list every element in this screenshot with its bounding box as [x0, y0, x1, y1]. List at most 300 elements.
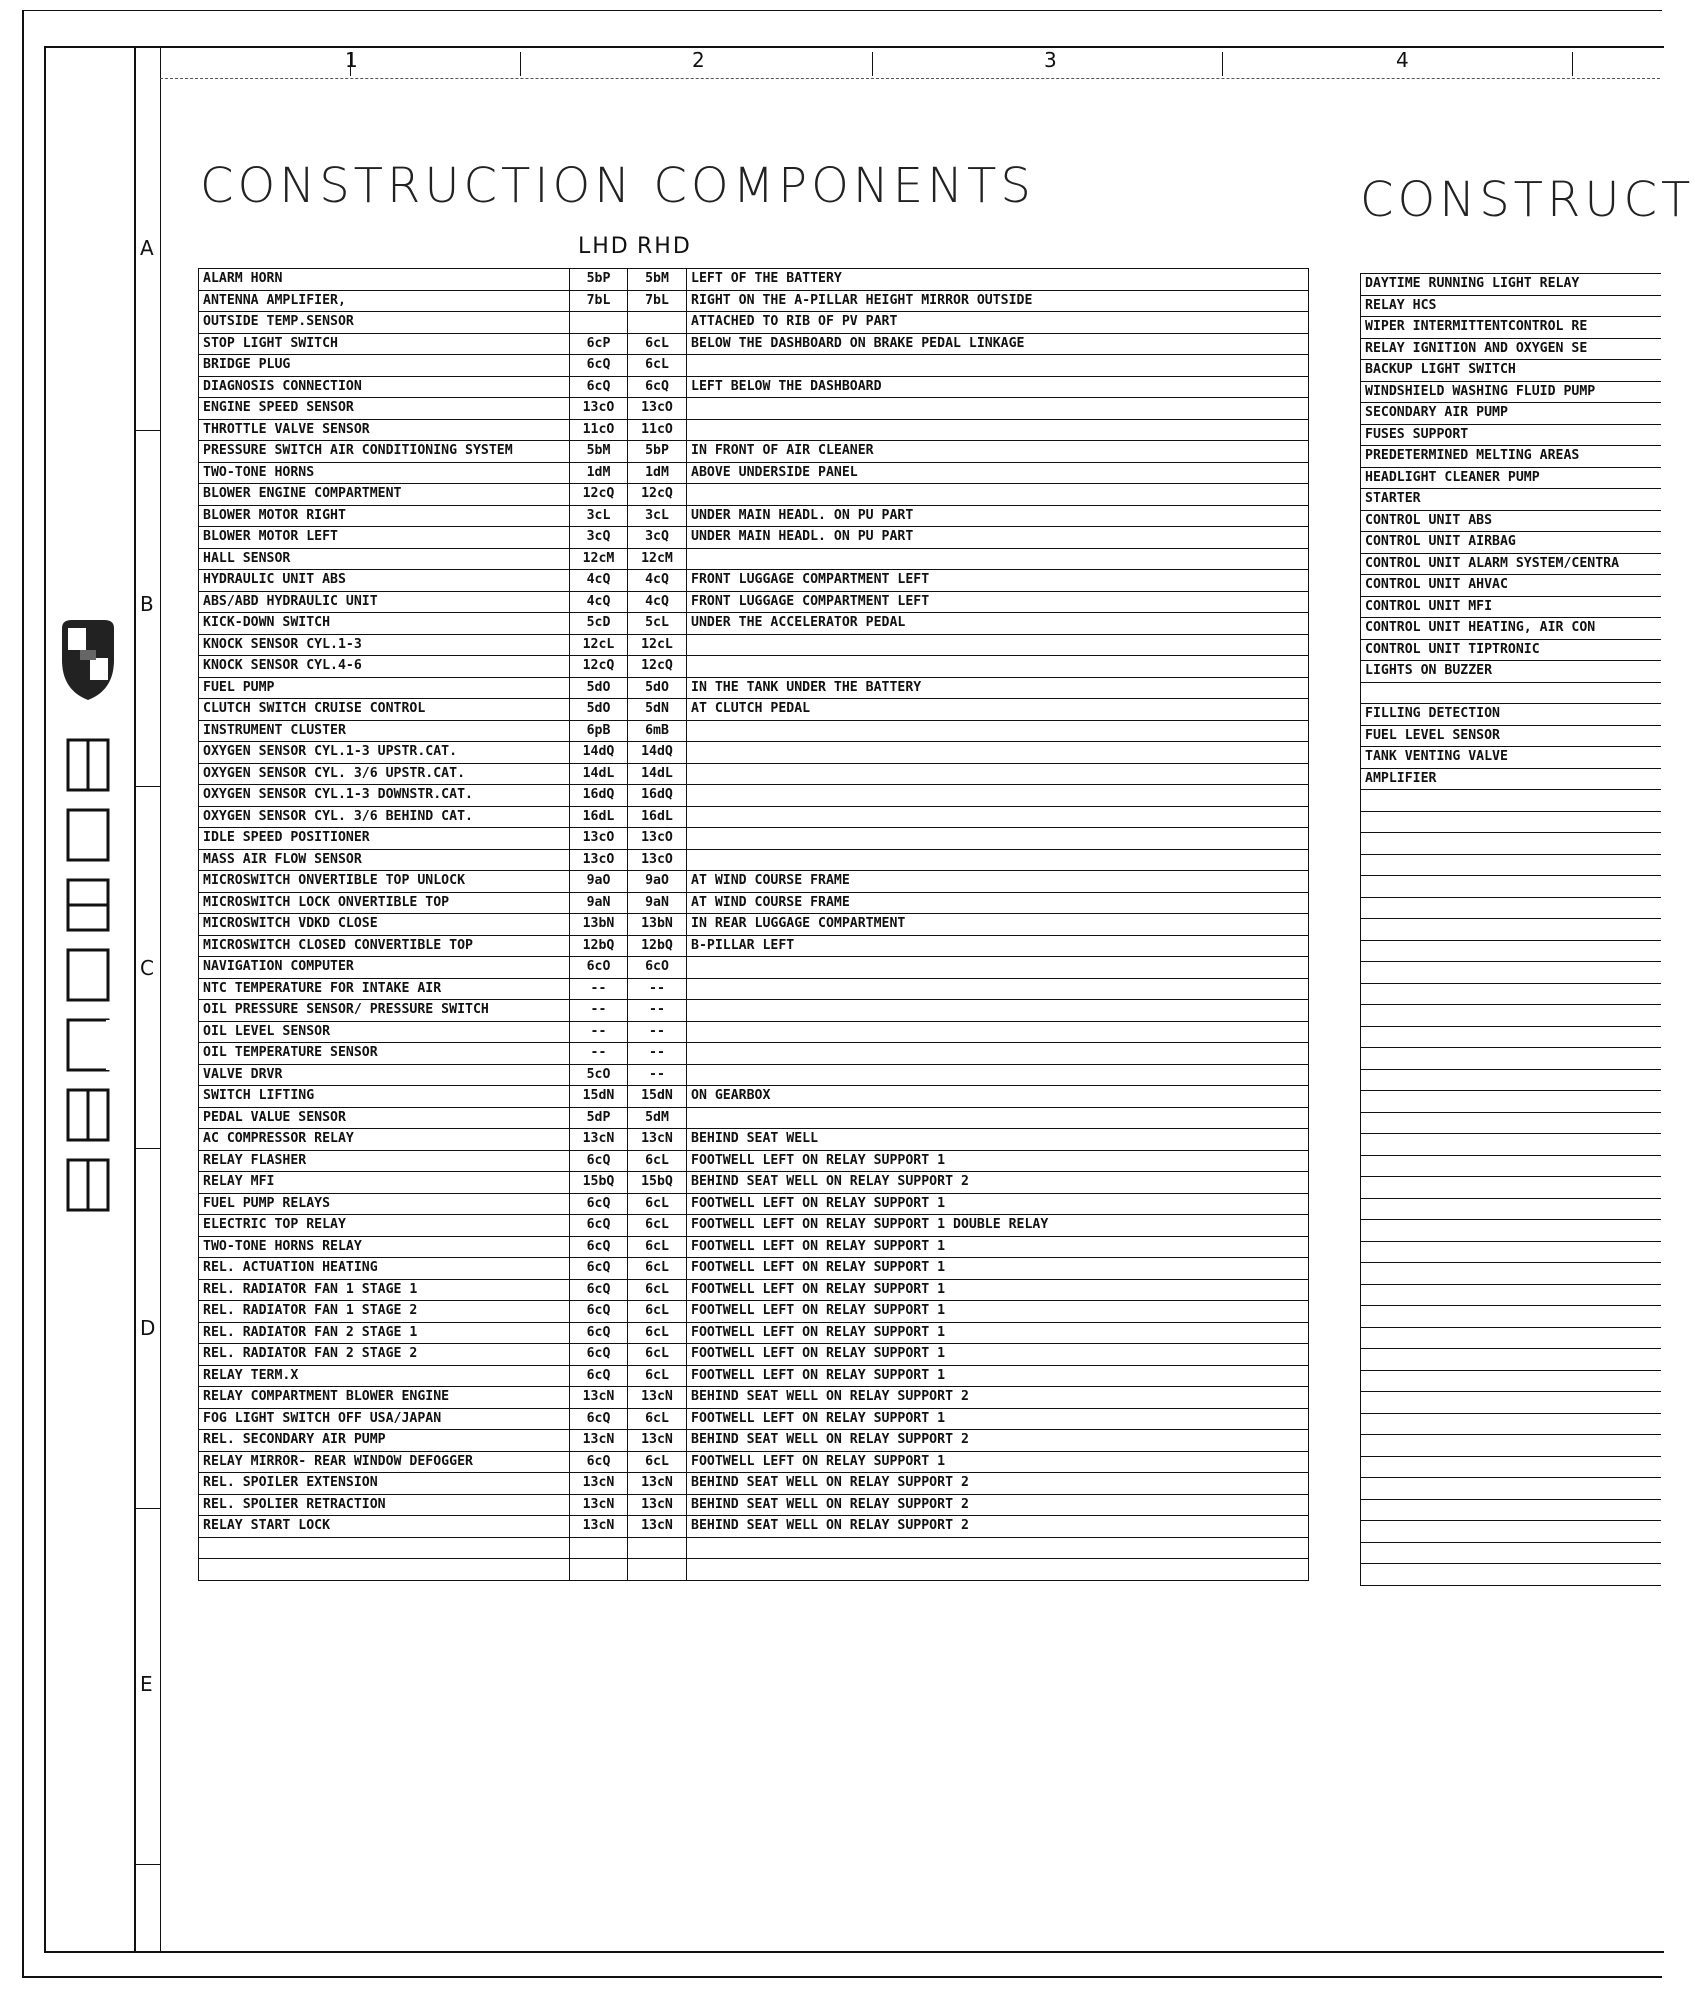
table-row [199, 1279, 1309, 1301]
rhd-location-cell: 16dQ [628, 785, 687, 807]
component-name-cell: HEADLIGHT CLEANER PUMP [1361, 467, 1661, 489]
row-letter-e: E [140, 1672, 153, 1696]
rhd-location-cell: 15bQ [628, 1172, 687, 1194]
table-row [1361, 1112, 1661, 1134]
component-name-cell: MICROSWITCH LOCK ONVERTIBLE TOP [199, 892, 570, 914]
table-row [199, 656, 1309, 678]
mounting-location-cell: FOOTWELL LEFT ON RELAY SUPPORT 1 [687, 1279, 1309, 1301]
component-name-cell: OUTSIDE TEMP.SENSOR [199, 312, 570, 334]
table-row [199, 1322, 1309, 1344]
table-row [199, 1301, 1309, 1323]
lhd-location-cell [570, 312, 628, 334]
frame-bottom-rule-outer [22, 1976, 1662, 1978]
component-name-cell: ALARM HORN [199, 269, 570, 291]
component-name-cell: REL. SPOILER EXTENSION [199, 1473, 570, 1495]
mounting-location-cell [687, 355, 1309, 377]
table-row [199, 1043, 1309, 1065]
component-name-cell [1361, 897, 1661, 919]
table-row [1361, 1542, 1661, 1564]
component-name-cell: BRIDGE PLUG [199, 355, 570, 377]
component-name-cell [1361, 940, 1661, 962]
mounting-location-cell: BEHIND SEAT WELL ON RELAY SUPPORT 2 [687, 1494, 1309, 1516]
row-letter-b: B [140, 592, 154, 616]
mounting-location-cell: UNDER MAIN HEADL. ON PU PART [687, 527, 1309, 549]
table-row [1361, 532, 1661, 554]
table-row [199, 548, 1309, 570]
lhd-location-cell: 5bM [570, 441, 628, 463]
component-name-cell: PREDETERMINED MELTING AREAS [1361, 446, 1661, 468]
component-name-cell: IDLE SPEED POSITIONER [199, 828, 570, 850]
table-row [1361, 317, 1661, 339]
rhd-location-cell: 4cQ [628, 570, 687, 592]
table-row [199, 720, 1309, 742]
mounting-location-cell: FRONT LUGGAGE COMPARTMENT LEFT [687, 570, 1309, 592]
table-row [199, 957, 1309, 979]
rhd-location-cell: 13bN [628, 914, 687, 936]
component-name-cell [1361, 1263, 1661, 1285]
rhd-location-cell: 13cO [628, 828, 687, 850]
mounting-location-cell [687, 484, 1309, 506]
component-name-cell [1361, 1456, 1661, 1478]
rhd-location-cell: 13cO [628, 849, 687, 871]
table-row [1361, 897, 1661, 919]
mounting-location-cell: ABOVE UNDERSIDE PANEL [687, 462, 1309, 484]
table-row [1361, 1413, 1661, 1435]
component-name-cell: CONTROL UNIT AIRBAG [1361, 532, 1661, 554]
lhd-location-cell: 6cQ [570, 1150, 628, 1172]
table-row [1361, 446, 1661, 468]
rhd-location-cell: 14dL [628, 763, 687, 785]
component-name-cell: AMPLIFIER [1361, 768, 1661, 790]
mounting-location-cell: AT WIND COURSE FRAME [687, 871, 1309, 893]
component-name-cell [1361, 1091, 1661, 1113]
component-name-cell: FUEL PUMP RELAYS [199, 1193, 570, 1215]
table-row [1361, 1005, 1661, 1027]
component-name-cell: TWO-TONE HORNS RELAY [199, 1236, 570, 1258]
table-row [199, 1193, 1309, 1215]
rhd-location-cell: 12cQ [628, 656, 687, 678]
table-row [199, 591, 1309, 613]
table-row [1361, 1134, 1661, 1156]
component-name-cell [1361, 919, 1661, 941]
mounting-location-cell [687, 763, 1309, 785]
mounting-location-cell [687, 1021, 1309, 1043]
mounting-location-cell: LEFT OF THE BATTERY [687, 269, 1309, 291]
rhd-location-cell: 5dN [628, 699, 687, 721]
table-row [199, 1258, 1309, 1280]
table-row [1361, 725, 1661, 747]
rhd-location-cell: 13cN [628, 1129, 687, 1151]
component-name-cell: PRESSURE SWITCH AIR CONDITIONING SYSTEM [199, 441, 570, 463]
lhd-location-cell: 12cM [570, 548, 628, 570]
table-row [199, 634, 1309, 656]
component-name-cell: CONTROL UNIT ALARM SYSTEM/CENTRA [1361, 553, 1661, 575]
component-name-cell: ABS/ABD HYDRAULIC UNIT [199, 591, 570, 613]
rhd-location-cell: 13cO [628, 398, 687, 420]
mounting-location-cell [687, 548, 1309, 570]
lhd-location-cell: 13cN [570, 1430, 628, 1452]
section-title-continued: CONSTRUCT [1360, 172, 1694, 228]
table-row [1361, 790, 1661, 812]
column-tick [1572, 52, 1573, 76]
table-row [1361, 661, 1661, 683]
rhd-location-cell: 6cQ [628, 376, 687, 398]
lhd-location-cell: 13cN [570, 1129, 628, 1151]
component-name-cell: RELAY FLASHER [199, 1150, 570, 1172]
component-name-cell: OXYGEN SENSOR CYL.1-3 DOWNSTR.CAT. [199, 785, 570, 807]
rhd-location-cell: 13cN [628, 1516, 687, 1538]
lhd-location-cell: 9aN [570, 892, 628, 914]
component-name-cell [1361, 962, 1661, 984]
table-row [199, 1473, 1309, 1495]
rhd-location-cell: 6cL [628, 1301, 687, 1323]
lhd-location-cell: 6cQ [570, 1451, 628, 1473]
mounting-location-cell: ON GEARBOX [687, 1086, 1309, 1108]
components-table-continued [1360, 273, 1661, 1586]
rhd-location-cell: 6cL [628, 1236, 687, 1258]
rhd-location-cell: -- [628, 1043, 687, 1065]
mounting-location-cell: IN FRONT OF AIR CLEANER [687, 441, 1309, 463]
table-row [199, 441, 1309, 463]
table-row [199, 1494, 1309, 1516]
component-name-cell: RELAY IGNITION AND OXYGEN SE [1361, 338, 1661, 360]
table-row [199, 935, 1309, 957]
mounting-location-cell: AT CLUTCH PEDAL [687, 699, 1309, 721]
lhd-location-cell: -- [570, 1043, 628, 1065]
rhd-location-cell: 9aO [628, 871, 687, 893]
component-name-cell [1361, 1392, 1661, 1414]
lhd-location-cell: 9aO [570, 871, 628, 893]
row-divider [134, 1148, 160, 1149]
table-row [1361, 1026, 1661, 1048]
lhd-location-cell: 6cQ [570, 1365, 628, 1387]
lhd-location-cell: 12cQ [570, 484, 628, 506]
mounting-location-cell: FOOTWELL LEFT ON RELAY SUPPORT 1 [687, 1344, 1309, 1366]
table-row [199, 1516, 1309, 1538]
component-name-cell: ENGINE SPEED SENSOR [199, 398, 570, 420]
column-number-1: 1 [345, 48, 358, 72]
porsche-logo [52, 620, 126, 1280]
component-name-cell [1361, 1413, 1661, 1435]
table-row [1361, 1564, 1661, 1586]
lhd-location-cell: 5bP [570, 269, 628, 291]
lhd-location-cell: -- [570, 978, 628, 1000]
rhd-location-cell: 16dL [628, 806, 687, 828]
row-letter-a: A [140, 236, 154, 260]
component-name-cell [199, 1559, 570, 1581]
rhd-location-cell: 13cN [628, 1494, 687, 1516]
lhd-location-cell: 13cN [570, 1516, 628, 1538]
component-name-cell: RELAY MFI [199, 1172, 570, 1194]
table-row [199, 355, 1309, 377]
mounting-location-cell: B-PILLAR LEFT [687, 935, 1309, 957]
component-name-cell: REL. RADIATOR FAN 2 STAGE 2 [199, 1344, 570, 1366]
mounting-location-cell: FOOTWELL LEFT ON RELAY SUPPORT 1 DOUBLE RELAY [687, 1215, 1309, 1237]
mounting-location-cell [687, 1043, 1309, 1065]
lhd-location-cell: 13bN [570, 914, 628, 936]
component-name-cell: OXYGEN SENSOR CYL. 3/6 UPSTR.CAT. [199, 763, 570, 785]
lhd-location-cell: 15bQ [570, 1172, 628, 1194]
mounting-location-cell: UNDER MAIN HEADL. ON PU PART [687, 505, 1309, 527]
mounting-location-cell [687, 1559, 1309, 1581]
table-row [1361, 489, 1661, 511]
component-name-cell: OXYGEN SENSOR CYL.1-3 UPSTR.CAT. [199, 742, 570, 764]
lhd-location-cell: 1dM [570, 462, 628, 484]
lhd-location-cell: 4cQ [570, 570, 628, 592]
component-name-cell: DIAGNOSIS CONNECTION [199, 376, 570, 398]
component-name-cell: FUSES SUPPORT [1361, 424, 1661, 446]
component-name-cell [1361, 682, 1661, 704]
table-row [1361, 1220, 1661, 1242]
table-row [1361, 1521, 1661, 1543]
component-name-cell: KICK-DOWN SWITCH [199, 613, 570, 635]
table-row [199, 1451, 1309, 1473]
lhd-location-cell: 6cQ [570, 1236, 628, 1258]
rhd-location-cell [628, 1537, 687, 1559]
component-name-cell: INSTRUMENT CLUSTER [199, 720, 570, 742]
lhd-location-cell: 16dL [570, 806, 628, 828]
component-name-cell: TWO-TONE HORNS [199, 462, 570, 484]
row-letter-d: D [140, 1316, 156, 1340]
component-name-cell: BLOWER MOTOR RIGHT [199, 505, 570, 527]
component-name-cell: NAVIGATION COMPUTER [199, 957, 570, 979]
component-name-cell [1361, 1370, 1661, 1392]
table-row [1361, 1306, 1661, 1328]
component-name-cell: KNOCK SENSOR CYL.1-3 [199, 634, 570, 656]
lhd-location-cell: 6cO [570, 957, 628, 979]
table-row [1361, 1091, 1661, 1113]
mounting-location-cell [687, 785, 1309, 807]
row-divider [134, 430, 160, 431]
lhd-location-cell: 6cQ [570, 1215, 628, 1237]
table-row [1361, 424, 1661, 446]
lhd-location-cell: 5dP [570, 1107, 628, 1129]
table-row [1361, 1048, 1661, 1070]
component-name-cell: BLOWER ENGINE COMPARTMENT [199, 484, 570, 506]
mounting-location-cell: BEHIND SEAT WELL ON RELAY SUPPORT 2 [687, 1430, 1309, 1452]
lhd-location-cell: 6cQ [570, 1408, 628, 1430]
rhd-location-cell: 6cL [628, 1215, 687, 1237]
rhd-location-cell: 6cL [628, 1258, 687, 1280]
lhd-location-cell: 13cN [570, 1473, 628, 1495]
table-row [1361, 940, 1661, 962]
mounting-location-cell [687, 720, 1309, 742]
table-row [199, 1000, 1309, 1022]
lhd-location-cell: 6pB [570, 720, 628, 742]
rhd-location-cell: 13cN [628, 1387, 687, 1409]
lhd-location-cell: 6cQ [570, 1258, 628, 1280]
rhd-location-cell: 3cQ [628, 527, 687, 549]
mounting-location-cell: FOOTWELL LEFT ON RELAY SUPPORT 1 [687, 1301, 1309, 1323]
mounting-location-cell: FOOTWELL LEFT ON RELAY SUPPORT 1 [687, 1365, 1309, 1387]
table-row [1361, 704, 1661, 726]
component-name-cell [1361, 854, 1661, 876]
lhd-location-cell: 14dL [570, 763, 628, 785]
component-name-cell: CONTROL UNIT TIPTRONIC [1361, 639, 1661, 661]
component-name-cell: MICROSWITCH VDKD CLOSE [199, 914, 570, 936]
lhd-location-cell: 7bL [570, 290, 628, 312]
table-row [1361, 811, 1661, 833]
lhd-location-cell: 3cL [570, 505, 628, 527]
rhd-location-cell: 6cL [628, 1322, 687, 1344]
rhd-location-cell: 6cO [628, 957, 687, 979]
column-tick [1222, 52, 1223, 76]
row-strip-left-rule [134, 46, 136, 1952]
mounting-location-cell [687, 1064, 1309, 1086]
component-name-cell: DAYTIME RUNNING LIGHT RELAY [1361, 274, 1661, 296]
component-name-cell: FOG LIGHT SWITCH OFF USA/JAPAN [199, 1408, 570, 1430]
component-name-cell: TANK VENTING VALVE [1361, 747, 1661, 769]
column-tick [872, 52, 873, 76]
column-number-4: 4 [1396, 48, 1409, 72]
table-row [1361, 833, 1661, 855]
column-tick [520, 52, 521, 76]
lhd-location-cell: -- [570, 1021, 628, 1043]
component-name-cell [1361, 1112, 1661, 1134]
component-name-cell: MICROSWITCH ONVERTIBLE TOP UNLOCK [199, 871, 570, 893]
lhd-location-cell: 5dO [570, 677, 628, 699]
rhd-location-cell: 6cL [628, 1451, 687, 1473]
table-row [199, 1215, 1309, 1237]
table-row [1361, 1456, 1661, 1478]
table-row [199, 785, 1309, 807]
component-name-cell [1361, 1048, 1661, 1070]
lhd-location-cell: 13cN [570, 1387, 628, 1409]
component-name-cell: STOP LIGHT SWITCH [199, 333, 570, 355]
component-name-cell [1361, 1026, 1661, 1048]
table-row [199, 806, 1309, 828]
rhd-location-cell: 6cL [628, 1193, 687, 1215]
mounting-location-cell: BEHIND SEAT WELL ON RELAY SUPPORT 2 [687, 1387, 1309, 1409]
lhd-location-cell: 6cQ [570, 1344, 628, 1366]
rhd-location-cell: -- [628, 1064, 687, 1086]
component-name-cell: THROTTLE VALVE SENSOR [199, 419, 570, 441]
mounting-location-cell: ATTACHED TO RIB OF PV PART [687, 312, 1309, 334]
mounting-location-cell: IN THE TANK UNDER THE BATTERY [687, 677, 1309, 699]
table-row [199, 914, 1309, 936]
rhd-location-cell: 13cN [628, 1430, 687, 1452]
rhd-location-cell: 6cL [628, 1408, 687, 1430]
lhd-location-cell: 12bQ [570, 935, 628, 957]
table-row [199, 763, 1309, 785]
lhd-location-cell: 12cL [570, 634, 628, 656]
component-name-cell [1361, 1241, 1661, 1263]
table-row [199, 892, 1309, 914]
table-row [1361, 1499, 1661, 1521]
component-name-cell [1361, 983, 1661, 1005]
component-name-cell [1361, 1306, 1661, 1328]
rhd-location-cell: 5cL [628, 613, 687, 635]
lhd-location-cell: 6cP [570, 333, 628, 355]
table-row [199, 677, 1309, 699]
mounting-location-cell [687, 1000, 1309, 1022]
table-row [1361, 553, 1661, 575]
component-name-cell [1361, 1542, 1661, 1564]
component-name-cell: MASS AIR FLOW SENSOR [199, 849, 570, 871]
table-row [1361, 1177, 1661, 1199]
lhd-location-cell: 15dN [570, 1086, 628, 1108]
table-row [199, 1107, 1309, 1129]
component-name-cell [1361, 1564, 1661, 1586]
rhd-location-cell: 1dM [628, 462, 687, 484]
component-name-cell [1361, 1155, 1661, 1177]
lhd-location-cell: 4cQ [570, 591, 628, 613]
component-name-cell [1361, 1177, 1661, 1199]
lhd-location-cell: 3cQ [570, 527, 628, 549]
component-name-cell: BACKUP LIGHT SWITCH [1361, 360, 1661, 382]
mounting-location-cell [687, 419, 1309, 441]
component-name-cell: RELAY MIRROR- REAR WINDOW DEFOGGER [199, 1451, 570, 1473]
component-name-cell [199, 1537, 570, 1559]
table-row [199, 849, 1309, 871]
lhd-location-cell: 6cQ [570, 1279, 628, 1301]
table-row [199, 269, 1309, 291]
component-name-cell [1361, 1521, 1661, 1543]
table-row [199, 742, 1309, 764]
table-row [199, 1344, 1309, 1366]
table-row [199, 290, 1309, 312]
table-row [199, 1559, 1309, 1581]
component-name-cell [1361, 790, 1661, 812]
component-name-cell [1361, 1478, 1661, 1500]
component-name-cell: FUEL LEVEL SENSOR [1361, 725, 1661, 747]
row-divider [134, 1864, 160, 1865]
component-name-cell: REL. RADIATOR FAN 2 STAGE 1 [199, 1322, 570, 1344]
component-name-cell: ANTENNA AMPLIFIER, [199, 290, 570, 312]
component-name-cell: HYDRAULIC UNIT ABS [199, 570, 570, 592]
mounting-location-cell [687, 849, 1309, 871]
component-name-cell [1361, 876, 1661, 898]
mounting-location-cell: LEFT BELOW THE DASHBOARD [687, 376, 1309, 398]
mounting-location-cell [687, 742, 1309, 764]
table-row [1361, 1241, 1661, 1263]
table-row [1361, 919, 1661, 941]
table-row [1361, 876, 1661, 898]
component-name-cell: STARTER [1361, 489, 1661, 511]
table-row [1361, 1069, 1661, 1091]
component-name-cell: WINDSHIELD WASHING FLUID PUMP [1361, 381, 1661, 403]
mounting-location-cell [687, 398, 1309, 420]
rhd-location-cell: 7bL [628, 290, 687, 312]
table-row [1361, 1263, 1661, 1285]
table-row [199, 527, 1309, 549]
table-row [1361, 768, 1661, 790]
rhd-location-cell: 12bQ [628, 935, 687, 957]
mounting-location-cell: UNDER THE ACCELERATOR PEDAL [687, 613, 1309, 635]
rhd-location-cell: -- [628, 978, 687, 1000]
rhd-location-cell: 3cL [628, 505, 687, 527]
mounting-location-cell: FOOTWELL LEFT ON RELAY SUPPORT 1 [687, 1193, 1309, 1215]
rhd-location-cell: 5dO [628, 677, 687, 699]
rhd-location-cell: 11cO [628, 419, 687, 441]
components-table [198, 268, 1309, 1581]
table-row [1361, 854, 1661, 876]
table-row [1361, 575, 1661, 597]
lhd-location-cell [570, 1537, 628, 1559]
rhd-location-cell: 12cL [628, 634, 687, 656]
table-row [1361, 983, 1661, 1005]
rhd-location-cell: 6cL [628, 1365, 687, 1387]
table-row [1361, 962, 1661, 984]
table-row [199, 1129, 1309, 1151]
crest-icon [52, 620, 126, 1280]
mounting-location-cell: FOOTWELL LEFT ON RELAY SUPPORT 1 [687, 1258, 1309, 1280]
component-name-cell: RELAY COMPARTMENT BLOWER ENGINE [199, 1387, 570, 1409]
lhd-location-cell: 5dO [570, 699, 628, 721]
component-name-cell [1361, 1284, 1661, 1306]
component-name-cell: OXYGEN SENSOR CYL. 3/6 BEHIND CAT. [199, 806, 570, 828]
mounting-location-cell [687, 978, 1309, 1000]
